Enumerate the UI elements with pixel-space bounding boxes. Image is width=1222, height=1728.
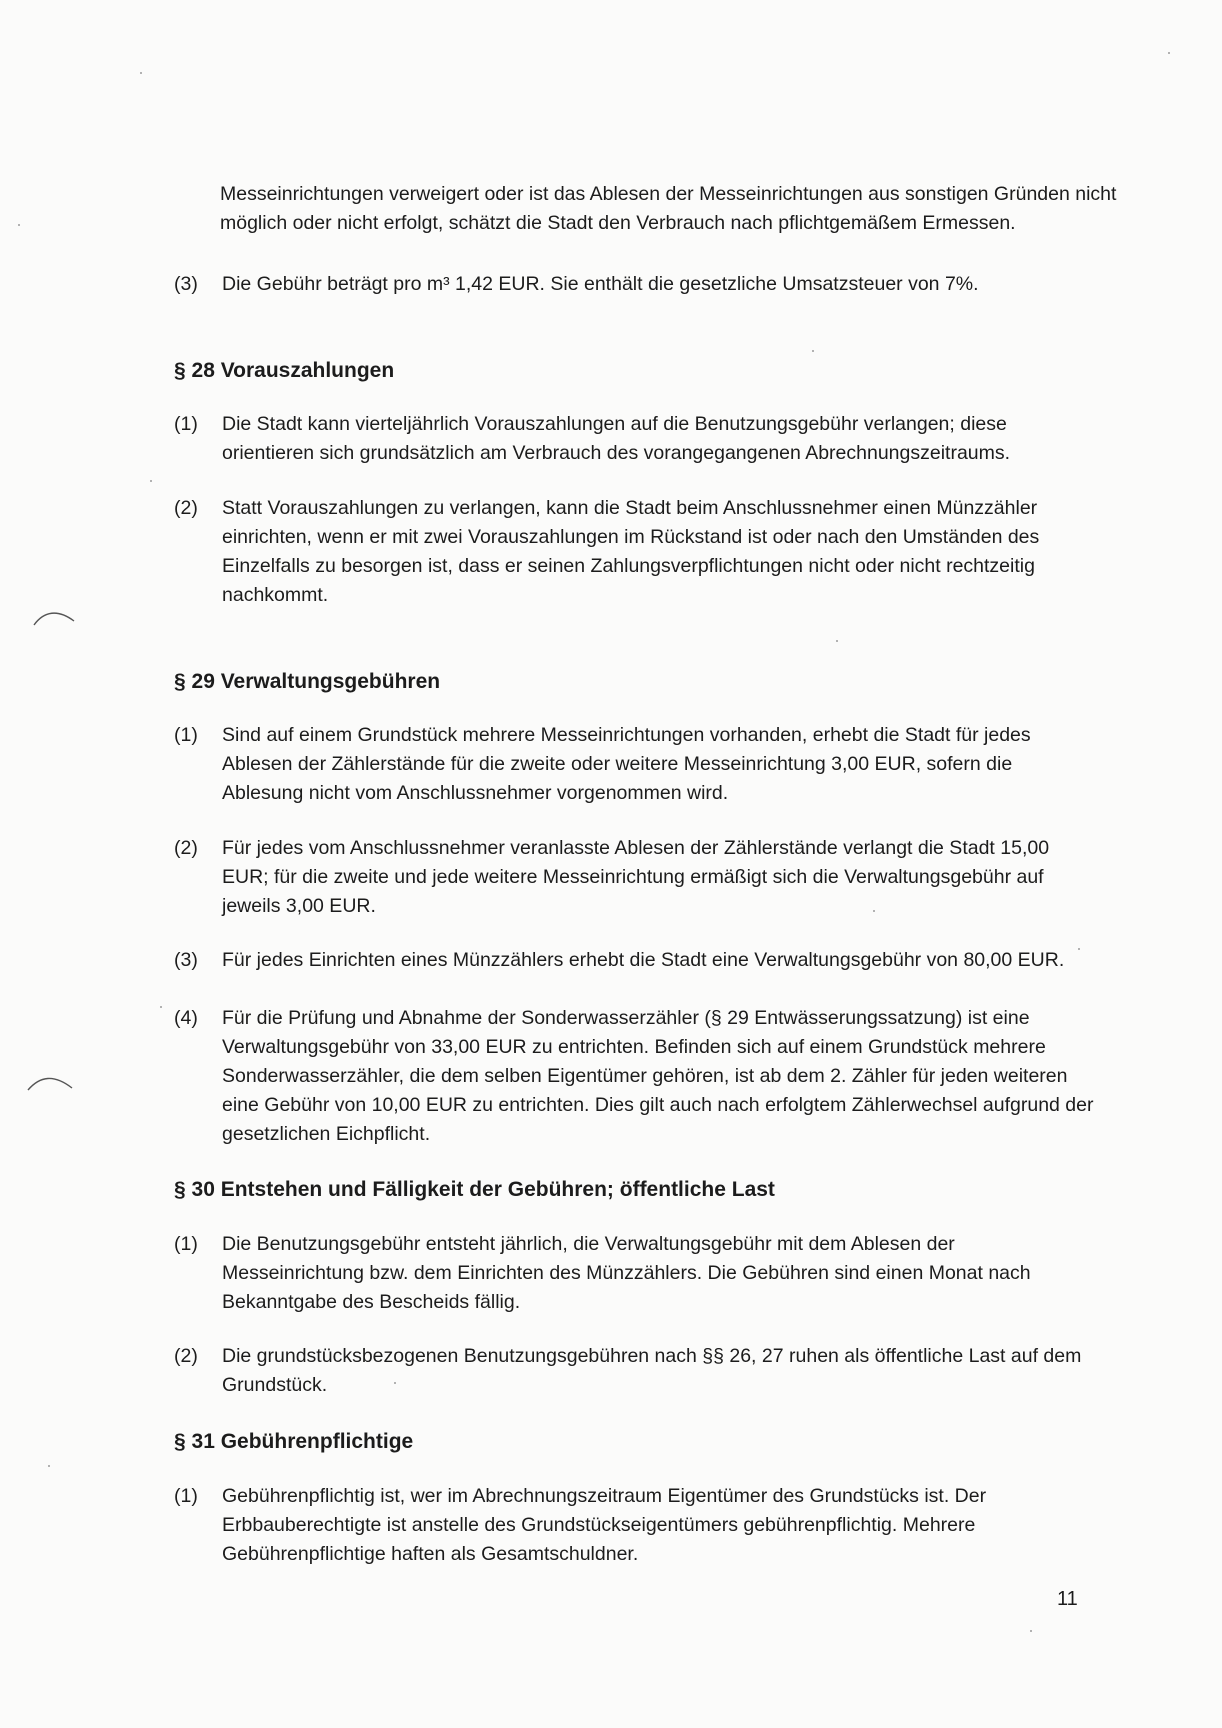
scan-mark-bottom (26, 1070, 74, 1094)
section-30-item-2 (174, 1342, 1094, 1400)
paragraph-text: Statt Vorauszahlungen zu verlangen, kann die Stadt beim Anschlussnehmer einen Münzzähler einrichten, wenn er mit zwei Vorauszahlungen im Rückstand ist oder nach den Umständen des Einzelfalls zu besorgen ist, dass er seinen Zahlungsverpflichtungen nicht oder nicht rechtzeitig nachkommt. (222, 497, 1040, 606)
section-31-heading: § 31 Gebührenpflichtige (174, 1430, 414, 1453)
paragraph-text: Die Gebühr beträgt pro m³ 1,42 EUR. Sie enthält die gesetzliche Umsatzsteuer von 7%. (222, 273, 979, 295)
paragraph-text: Für jedes Einrichten eines Münzzählers erhebt die Stadt eine Verwaltungsgebühr von 80,00 EUR. (222, 949, 1065, 971)
paragraph-text: Für die Prüfung und Abnahme der Sonderwasserzähler (§ 29 Entwässerungssatzung) ist eine Verwaltungsgebühr von 33,00 EUR zu entrichten. Befinden sich auf einem Grundstück mehrere Sonderwasserzähler, die dem selben Eigentümer gehören, ist ab dem 2. Zähler für jeden weiteren eine Gebühr von 10,00 EUR zu entrichten. Dies gilt auch nach erfolgtem Zählerwechsel aufgrund der gesetzlichen Eichpflicht. (222, 1007, 1094, 1145)
paragraph-number: (3) (174, 273, 198, 295)
speck (1030, 1630, 1032, 1632)
speck (836, 640, 838, 642)
paragraph-3 (174, 270, 1094, 299)
section-28-item-2 (174, 494, 1094, 610)
speck (140, 72, 142, 74)
section-29-item-4 (174, 1004, 1094, 1149)
page-number: 11 (1057, 1588, 1078, 1610)
speck (48, 1465, 50, 1467)
paragraph-number: (4) (174, 1007, 198, 1029)
section-29-item-2 (174, 834, 1094, 921)
paragraph-number: (2) (174, 837, 198, 859)
speck (1168, 52, 1170, 54)
scan-mark-top (32, 605, 76, 629)
paragraph-number: (1) (174, 413, 198, 435)
section-30-heading: § 30 Entstehen und Fälligkeit der Gebühren; öffentliche Last (174, 1178, 775, 1201)
section-30-item-1 (174, 1230, 1094, 1317)
paragraph-text: Die Benutzungsgebühr entsteht jährlich, die Verwaltungsgebühr mit dem Ablesen der Messeinrichtung bzw. dem Einrichten des Münzzählers. Die Gebühren sind einen Monat nach Bekanntgabe des Bescheids fällig. (222, 1233, 1031, 1313)
section-29-item-1 (174, 721, 1094, 808)
paragraph-text: Für jedes vom Anschlussnehmer veranlasste Ablesen der Zählerstände verlangt die Stadt 15,00 EUR; für die zweite und jede weitere Messeinrichtung ermäßigt sich die Verwaltungsgebühr auf jeweils 3,00 EUR. (222, 837, 1050, 917)
paragraph-number: (1) (174, 1233, 198, 1255)
paragraph-number: (1) (174, 1485, 198, 1507)
paragraph-number: (2) (174, 497, 198, 519)
speck (160, 1006, 162, 1008)
paragraph-number: (1) (174, 724, 198, 746)
section-29-item-3 (174, 946, 1094, 975)
paragraph-number: (2) (174, 1345, 198, 1367)
paragraph-text: Sind auf einem Grundstück mehrere Messeinrichtungen vorhanden, erhebt die Stadt für jedes Ablesen der Zählerstände für die zweite oder weitere Messeinrichtung 3,00 EUR, sofern die Ablesung nicht vom Anschlussnehmer vorgenommen wird. (222, 724, 1031, 804)
speck (812, 350, 814, 352)
paragraph-number: (3) (174, 949, 198, 971)
paragraph-text: Gebührenpflichtig ist, wer im Abrechnungszeitraum Eigentümer des Grundstücks ist. Der Erbbauberechtigte ist anstelle des Grundstückseigentümers gebührenpflichtig. Mehrere Gebührenpflichtige haften als Gesamtschuldner. (222, 1485, 987, 1565)
intro-paragraph: Messeinrichtungen verweigert oder ist das Ablesen der Messeinrichtungen aus sonstigen Gründen nicht möglich oder nicht erfolgt, schätzt die Stadt den Verbrauch nach pflichtgemäßem Ermessen. (220, 183, 1117, 234)
section-28-heading: § 28 Vorauszahlungen (174, 359, 395, 382)
paragraph-text: Die Stadt kann vierteljährlich Vorauszahlungen auf die Benutzungsgebühr verlangen; diese orientieren sich grundsätzlich am Verbrauch des vorangegangenen Abrechnungszeitraums. (222, 413, 1011, 464)
section-29-heading: § 29 Verwaltungsgebühren (174, 670, 441, 693)
speck (18, 224, 20, 226)
section-31-item-1 (174, 1482, 1094, 1569)
speck (150, 480, 152, 482)
section-28-item-1 (174, 410, 1094, 468)
paragraph-text: Die grundstücksbezogenen Benutzungsgebühren nach §§ 26, 27 ruhen als öffentliche Last auf dem Grundstück. (222, 1345, 1082, 1396)
